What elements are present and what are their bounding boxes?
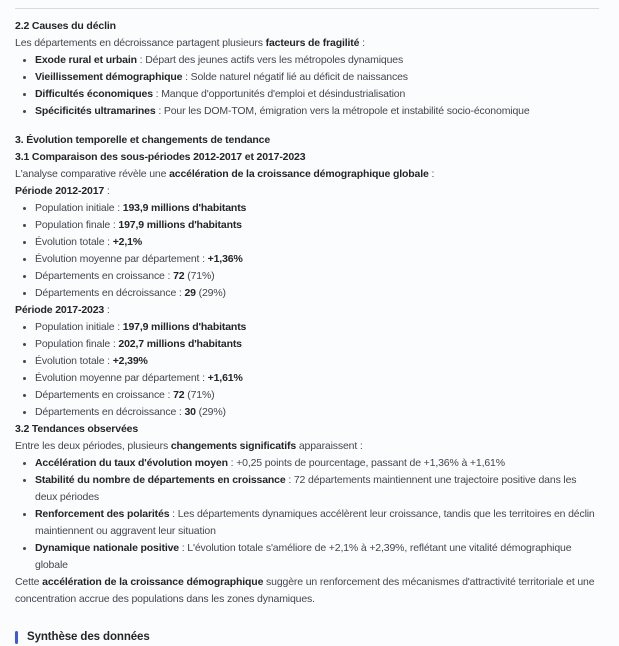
text-run: Départements en décroissance :	[35, 406, 185, 418]
bold-text: 197,9 millions d'habitants	[118, 219, 242, 231]
bold-text: 30	[184, 406, 196, 418]
bold-text: changements significatifs	[170, 440, 297, 452]
text-run: Départements en décroissance :	[35, 287, 185, 299]
bold-text: Exode rural et urbain	[35, 54, 137, 66]
text-run: : Les départements dynamiques accélèrent leur croissance, tandis que les territoires en déclin maintiennent ou aggravent leur situation	[35, 508, 595, 537]
text-run: Population initiale :	[35, 202, 123, 214]
section-title-label: Synthèse des données	[27, 631, 150, 643]
text-run: (71%)	[184, 389, 215, 401]
list-item	[15, 251, 601, 268]
bold-text: Dynamique nationale positive	[35, 542, 179, 554]
bold-text: 72	[173, 389, 185, 401]
text-run: :	[104, 185, 110, 197]
text-run: Les départements en décroissance partagent plusieurs	[15, 37, 266, 49]
bold-text: accélération de la croissance démographique	[42, 576, 264, 588]
bold-text: 72	[173, 270, 185, 282]
list-item	[15, 319, 601, 336]
bold-text: +1,36%	[207, 253, 243, 265]
bold-text: Spécificités ultramarines	[35, 105, 156, 117]
text-run: Entre les deux périodes, plusieurs	[15, 440, 171, 452]
text-run: Cette	[15, 576, 43, 588]
heading: 3.2 Tendances observées	[15, 423, 139, 435]
bold-text: +1,61%	[207, 372, 243, 384]
bold-text: +2,39%	[112, 355, 148, 367]
list-item	[15, 336, 601, 353]
paragraph	[15, 574, 601, 608]
heading: 2.2 Causes du déclin	[15, 20, 116, 32]
list-item	[15, 268, 601, 285]
text-run: : L'évolution totale s'améliore de +2,1% à +2,39%, reflétant une vitalité démographique globale	[35, 542, 572, 571]
bold-text: Renforcement des polarités	[35, 508, 170, 520]
text-run: suggère un renforcement des mécanismes d'attractivité territoriale et une concentration accrue des populations dans les zones dynamiques.	[15, 576, 595, 605]
bullet-list	[15, 319, 601, 421]
list-item	[15, 404, 601, 421]
text-run: L'analyse comparative révèle une	[15, 168, 170, 180]
bold-text: 202,7 millions d'habitants	[118, 338, 242, 350]
list-item	[15, 103, 601, 120]
text-run: Départements en croissance :	[35, 270, 174, 282]
text-run: Population initiale :	[35, 321, 123, 333]
list-item	[15, 353, 601, 370]
list-item	[15, 200, 601, 217]
list-item	[15, 472, 601, 506]
text-run: : +0,25 points de pourcentage, passant de +1,36% à +1,61%	[227, 457, 505, 469]
section-title	[15, 629, 601, 646]
list-item	[15, 217, 601, 234]
bullet-list	[15, 52, 601, 120]
bold-text: Stabilité du nombre de départements en croissance	[35, 474, 286, 486]
text-run: Population finale :	[35, 338, 119, 350]
bold-text: 193,9 millions d'habitants	[122, 202, 247, 214]
bullet-list	[15, 200, 601, 302]
paragraph	[15, 35, 601, 52]
text-run: Évolution totale :	[35, 236, 113, 248]
bold-text: Accélération du taux d'évolution moyen	[35, 457, 228, 469]
text-run: :	[104, 304, 110, 316]
bold-text: Vieillissement démographique	[35, 71, 183, 83]
accent-bar-icon	[15, 631, 18, 644]
list-item	[15, 370, 601, 387]
bold-text: +2,1%	[112, 236, 143, 248]
bold-text: 29	[184, 287, 196, 299]
text-run: (71%)	[184, 270, 215, 282]
heading: 3.1 Comparaison des sous-périodes 2012-2017 et 2017-2023	[15, 151, 306, 163]
text-run: :	[428, 168, 435, 180]
divider	[15, 8, 599, 9]
text-run: : Pour les DOM-TOM, émigration vers la métropole et instabilité socio-économique	[155, 105, 530, 117]
document-content[interactable]	[0, 8, 619, 641]
text-run: Évolution moyenne par département :	[35, 372, 208, 384]
paragraph	[15, 438, 601, 455]
text-run: Population finale :	[35, 219, 119, 231]
text-run: Départements en croissance :	[35, 389, 174, 401]
bold-text: Période 2012-2017	[15, 185, 105, 197]
bold-text: Difficultés économiques	[35, 88, 153, 100]
bold-text: accélération de la croissance démographique globale	[169, 168, 429, 180]
text-run: :	[359, 37, 365, 49]
text-run: Évolution totale :	[35, 355, 113, 367]
bold-text: 197,9 millions d'habitants	[122, 321, 247, 333]
list-item	[15, 387, 601, 404]
list-item	[15, 455, 601, 472]
text-run: Évolution moyenne par département :	[35, 253, 208, 265]
list-item	[15, 86, 601, 103]
paragraph	[15, 183, 601, 200]
text-run: apparaissent :	[296, 440, 363, 452]
text-run: (29%)	[195, 406, 226, 418]
list-item	[15, 540, 601, 574]
text-run: : 72 départements maintiennent une trajectoire positive dans les deux périodes	[35, 474, 577, 503]
bold-text: facteurs de fragilité	[265, 37, 360, 49]
list-item	[15, 69, 601, 86]
text-run: : Solde naturel négatif lié au déficit de naissances	[182, 71, 408, 83]
list-item	[15, 285, 601, 302]
text-run: (29%)	[195, 287, 226, 299]
paragraph	[15, 302, 601, 319]
bullet-list	[15, 455, 601, 574]
list-item	[15, 506, 601, 540]
list-item	[15, 52, 601, 69]
heading: 3. Évolution temporelle et changements de tendance	[15, 134, 271, 146]
text-run: : Manque d'opportunités d'emploi et désindustrialisation	[152, 88, 406, 100]
paragraph	[15, 166, 601, 183]
bold-text: Période 2017-2023	[15, 304, 105, 316]
list-item	[15, 234, 601, 251]
text-run: : Départ des jeunes actifs vers les métropoles dynamiques	[136, 54, 404, 66]
